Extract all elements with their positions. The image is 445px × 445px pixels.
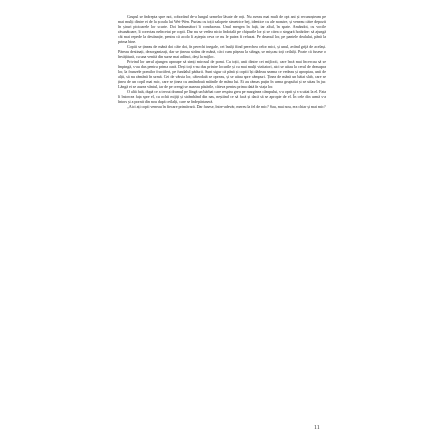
paragraph: Grupul se îndrepta spre noi, coborând de-a lungul urmelor lăsate de roți. Nu aveau mai mult de opt ani și recunoșteam pe mai mulți dintre ei de la școala lui Wei-Wen. Purtau cu toții salopete simetrice bej, identice cu ale noastre, și veneau către depozit în șiruri picioarele lor scurte. Doi îndrumători îi conduceau. Unul mergea în față, iar altul, în spate. Amândoi, cu vocile răsunătoare, îi corectau neîncetat pe copii. Dar nu se vedea nicio îndoială pe chipurile lor și se citea o singură hotărâre: să ajungă cât mai repede la destinație, pentru că acolo îi aștepta ceva ce nu le putea fi refuzat. Pe drumul lor, pe pantele dealului, până la prima bine.: [118, 14, 326, 44]
paragraph: O altă fată, după ce a trecut drumul pe lângă un bărbat care respira greu pe marginea câmpului, s-a oprit și s-a uitat la el. Fata îi întorcea fața spre el, cu ochii mijiți și strâmbând din nas, neștiind ce să facă și dacă să se apropie de el. În cele din urmă s-a întors și a pornit din nou după ceilalți, care se îndepărtaseră.: [118, 89, 326, 104]
paragraph: Privind lor aerul ajungea aproape să simți mirosul de pomi. Cu toții, unii dintre cei mijlocii, care încă mai încercau să se împingă, s-au dus pentru prima oară. Deși toți s-au dus printre locurile și cu mai mulți vizitatori, aici se uitau la cerul de deasupra lor, la frunzele pomilor fructiferi, pe fundalul pădurii. Sunt sigur că până și copiii își dădeau seama ce vedeau și apropiau, unii de alții, să nu rămână în urmă. Cei de vârsta lor, câteodată se opreau, și se uitau spre câmpuri. Ținea de mână un băiat slab, care se ținea de un copil mai mic, care se ținea cu amândouă mâinile de mâna lui. Ei au rămas puțin în urma grupului și se uitau în jur. Lângă ei se auzea vântul, iar de pe crengi se auzeau păsările, câteva pentru prima dată în viața lor.: [118, 59, 326, 89]
paragraph: „Aici ați copii veneau în fiecare primăvară. Dar fusese, între-adevăr, mereu la fel de mic? Sau, mai nou, era chiar și mai mic?: [127, 104, 326, 109]
page-number: 11: [314, 425, 320, 431]
body-text: [118, 14, 326, 109]
paragraph: Copiii se țineau de mână doi câte doi, în perechi inegale, cei înalți fiind perechea celor mici, și unul, având grijă de același. Păreau destinați, dezorganizați, dar se țineau strâns de mână, căci cum pășeau la stânga, se mișcau toți ceilalți. Poate că fusese o învățătură, cu una venită din surse mai adânci, deși la mijloc.: [118, 44, 326, 59]
